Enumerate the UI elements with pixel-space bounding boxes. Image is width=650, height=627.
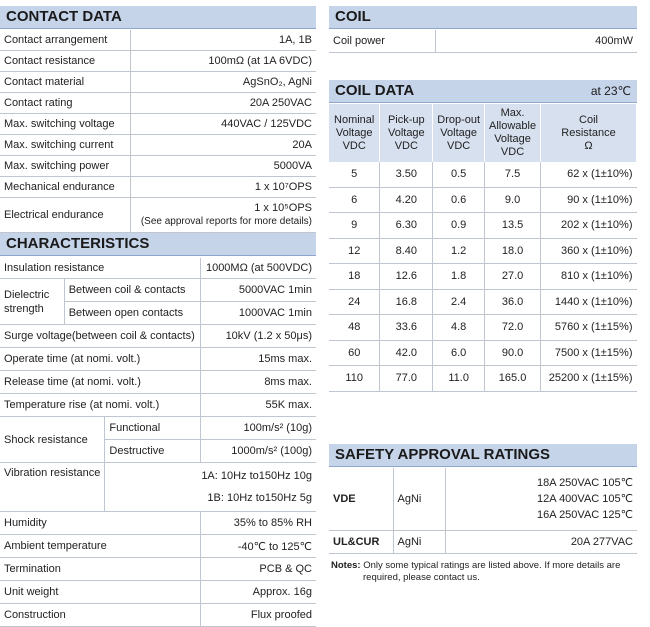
safety-notes: [331, 560, 637, 584]
table-cell: 5: [329, 162, 380, 187]
contact-row-value: 100mΩ (at 1A 6VDC): [131, 51, 317, 72]
insulation-value: 1000MΩ (at 500VDC): [200, 258, 316, 279]
table-cell: 72.0: [485, 315, 541, 341]
ul-material: AgNi: [393, 531, 445, 554]
table-row: [0, 394, 316, 417]
coil-title: COIL: [335, 8, 371, 25]
table-cell: 5760 x (1±15%): [541, 315, 637, 341]
table-row: [0, 417, 316, 440]
contact-row-label: Contact material: [0, 72, 131, 93]
column-header-line: Drop-out: [437, 113, 481, 126]
table-row: [0, 135, 316, 156]
coil-power-label: Coil power: [329, 30, 436, 53]
table-cell: 12.6: [380, 264, 433, 290]
column-header-line: Nominal: [334, 113, 375, 126]
table-row: [0, 258, 316, 279]
table-row: [329, 531, 637, 554]
table-cell: 4.20: [380, 187, 433, 213]
humidity-value: 35% to 85% RH: [200, 512, 316, 535]
contact-row-label: Max. switching voltage: [0, 114, 131, 135]
table-row: [0, 114, 316, 135]
construction-label: Construction: [0, 604, 200, 627]
table-cell: 3.50: [380, 162, 433, 187]
shock-row-label: Destructive: [105, 440, 200, 463]
contact-row-value: 1A, 1B: [131, 30, 317, 51]
table-row: [0, 30, 316, 51]
column-header-line: Resistance: [561, 126, 616, 139]
table-cell: 16.8: [380, 289, 433, 315]
vde-label: VDE: [329, 468, 393, 531]
table-cell: 360 x (1±10%): [541, 238, 637, 264]
safety-header: [329, 444, 637, 467]
characteristics-table: [0, 258, 316, 627]
notes-text: Only some typical ratings are listed above. If more details are: [363, 560, 621, 571]
table-cell: 25200 x (1±15%): [541, 366, 637, 392]
table-row: [329, 468, 637, 531]
contact-row-label: Contact resistance: [0, 51, 131, 72]
vde-material: AgNi: [393, 468, 445, 531]
table-cell: 77.0: [380, 366, 433, 392]
release-label: Release time (at nomi. volt.): [0, 371, 200, 394]
column-header-line: Allowable: [489, 120, 537, 132]
column-header-line: Voltage: [387, 126, 425, 139]
table-row: [0, 279, 316, 302]
coil-header: [329, 6, 637, 29]
table-cell: 165.0: [485, 366, 541, 392]
contact-row-label: Contact rating: [0, 93, 131, 114]
table-cell: 6: [329, 187, 380, 213]
dielectric-row-value: 5000VAC 1min: [200, 279, 316, 302]
contact-row-value: 440VAC / 125VDC: [131, 114, 317, 135]
coil-data-temp: at 23℃: [590, 84, 631, 98]
table-row: [329, 213, 637, 239]
table-cell: 0.5: [433, 162, 485, 187]
table-cell: 4.8: [433, 315, 485, 341]
table-row: [0, 72, 316, 93]
column-header: [541, 104, 637, 162]
table-cell: 12: [329, 238, 380, 264]
ul-rating: 20A 277VAC: [445, 531, 637, 554]
vde-rating: 18A 250VAC 105℃: [537, 477, 633, 489]
column-header-line: Ω: [584, 139, 593, 152]
table-cell: 7500 x (1±15%): [541, 340, 637, 366]
coil-power-value: 400mW: [436, 30, 638, 53]
table-row: [329, 30, 637, 53]
table-cell: 810 x (1±10%): [541, 264, 637, 290]
table-cell: 8.40: [380, 238, 433, 264]
contact-row-label: Contact arrangement: [0, 30, 131, 51]
contact-row-value: 5000VA: [131, 156, 317, 177]
column-header: [433, 104, 485, 162]
contact-row-label: Max. switching power: [0, 156, 131, 177]
table-cell: 36.0: [485, 289, 541, 315]
safety-table: [329, 468, 637, 554]
table-row: [0, 198, 316, 233]
column-header-line: VDC: [394, 139, 418, 152]
table-cell: 202 x (1±10%): [541, 213, 637, 239]
table-cell: 6.30: [380, 213, 433, 239]
table-row: [0, 51, 316, 72]
dielectric-row-value: 1000VAC 1min: [200, 302, 316, 325]
characteristics-header: [0, 233, 316, 256]
column-header-line: Voltage: [494, 133, 531, 145]
shock-row-value: 1000m/s² (100g): [200, 440, 316, 463]
contact-row-value: 1 x 10⁷OPS: [131, 177, 317, 198]
contact-row-value: AgSnO₂, AgNi: [131, 72, 317, 93]
surge-label: Surge voltage(between coil & contacts): [0, 325, 200, 348]
table-row: [0, 558, 316, 581]
insulation-label: Insulation resistance: [0, 258, 200, 279]
table-row: [0, 325, 316, 348]
shock-label: Shock resistance: [0, 417, 105, 463]
table-cell: 27.0: [485, 264, 541, 290]
column-header-line: Max.: [500, 107, 525, 119]
termination-value: PCB & QC: [200, 558, 316, 581]
table-row: [329, 264, 637, 290]
contact-row-label: Max. switching current: [0, 135, 131, 156]
temp-rise-label: Temperature rise (at nomi. volt.): [0, 394, 200, 417]
contact-data-table: [0, 30, 316, 233]
dielectric-label-2: strength: [4, 302, 44, 315]
table-row: [0, 371, 316, 394]
table-cell: 1.8: [433, 264, 485, 290]
column-header-line: Voltage: [440, 126, 477, 139]
column-header-line: VDC: [342, 139, 366, 152]
table-cell: 2.4: [433, 289, 485, 315]
shock-row-value: 100m/s² (10g): [200, 417, 316, 440]
electrical-endurance-label: Electrical endurance: [0, 198, 131, 233]
coil-data-table: [329, 104, 637, 392]
ambient-label: Ambient temperature: [0, 535, 200, 558]
contact-data-header: [0, 6, 316, 29]
column-header: [485, 104, 541, 162]
safety-title: SAFETY APPROVAL RATINGS: [335, 446, 551, 463]
table-cell: 0.9: [433, 213, 485, 239]
surge-value: 10kV (1.2 x 50μs): [200, 325, 316, 348]
table-cell: 33.6: [380, 315, 433, 341]
coil-data-header: [329, 80, 637, 103]
table-row: [329, 289, 637, 315]
vde-rating: 12A 400VAC 105℃: [537, 493, 633, 505]
table-row: [329, 162, 637, 187]
table-row: [329, 187, 637, 213]
table-cell: 9.0: [485, 187, 541, 213]
dielectric-row-label: Between coil & contacts: [64, 279, 200, 302]
column-header-line: VDC: [500, 146, 525, 158]
table-cell: 11.0: [433, 366, 485, 392]
electrical-endurance-ops: 1 x 10⁵OPS: [254, 202, 312, 214]
coil-table: [329, 30, 637, 53]
table-row: [0, 348, 316, 371]
temp-rise-value: 55K max.: [200, 394, 316, 417]
table-cell: 90 x (1±10%): [541, 187, 637, 213]
vibration-value: [105, 463, 316, 512]
vibration-value-1: 1A: 10Hz to150Hz 10g: [201, 470, 312, 482]
table-cell: 18: [329, 264, 380, 290]
column-header: [329, 104, 380, 162]
notes-text: required, please contact us.: [363, 572, 480, 583]
table-cell: 1440 x (1±10%): [541, 289, 637, 315]
table-row: [0, 581, 316, 604]
table-row: [329, 366, 637, 392]
table-cell: 7.5: [485, 162, 541, 187]
coil-data-title: COIL DATA: [335, 82, 415, 99]
electrical-endurance-value: [131, 198, 317, 233]
table-cell: 42.0: [380, 340, 433, 366]
table-cell: 90.0: [485, 340, 541, 366]
ul-label: UL&CUR: [329, 531, 393, 554]
table-row: [0, 93, 316, 114]
table-cell: 1.2: [433, 238, 485, 264]
contact-row-label: Mechanical endurance: [0, 177, 131, 198]
coil-data-head: [329, 104, 637, 162]
contact-row-value: 20A 250VAC: [131, 93, 317, 114]
column-header-line: Coil: [579, 113, 598, 126]
table-row: [0, 512, 316, 535]
contact-data-title: CONTACT DATA: [6, 8, 122, 25]
table-cell: 13.5: [485, 213, 541, 239]
electrical-endurance-note: (See approval reports for more details): [140, 216, 312, 227]
termination-label: Termination: [0, 558, 200, 581]
table-row: [0, 156, 316, 177]
column-header-line: VDC: [447, 139, 471, 152]
table-cell: 6.0: [433, 340, 485, 366]
operate-value: 15ms max.: [200, 348, 316, 371]
table-row: [329, 340, 637, 366]
table-cell: 0.6: [433, 187, 485, 213]
table-row: [0, 535, 316, 558]
dielectric-label: [0, 279, 64, 325]
construction-value: Flux proofed: [200, 604, 316, 627]
dielectric-label-1: Dielectric: [4, 288, 50, 301]
table-row: [0, 463, 316, 512]
column-header-line: Voltage: [335, 126, 373, 139]
vibration-label: Vibration resistance: [0, 463, 105, 512]
ambient-value: -40℃ to 125℃: [200, 535, 316, 558]
column-header-line: Pick-up: [387, 113, 425, 126]
column-header: [380, 104, 433, 162]
contact-row-value: 20A: [131, 135, 317, 156]
table-cell: 60: [329, 340, 380, 366]
table-cell: 24: [329, 289, 380, 315]
operate-label: Operate time (at nomi. volt.): [0, 348, 200, 371]
table-cell: 18.0: [485, 238, 541, 264]
table-cell: 110: [329, 366, 380, 392]
weight-label: Unit weight: [0, 581, 200, 604]
table-cell: 62 x (1±10%): [541, 162, 637, 187]
table-row: [329, 315, 637, 341]
vde-rating: 16A 250VAC 125℃: [537, 509, 633, 521]
vibration-value-2: 1B: 10Hz to150Hz 5g: [207, 492, 312, 504]
shock-row-label: Functional: [105, 417, 200, 440]
dielectric-row-label: Between open contacts: [64, 302, 200, 325]
weight-value: Approx. 16g: [200, 581, 316, 604]
table-row: [0, 604, 316, 627]
table-row: [329, 238, 637, 264]
release-value: 8ms max.: [200, 371, 316, 394]
table-row: [0, 177, 316, 198]
table-cell: 48: [329, 315, 380, 341]
characteristics-title: CHARACTERISTICS: [6, 235, 150, 252]
notes-label: Notes:: [331, 560, 361, 571]
humidity-label: Humidity: [0, 512, 200, 535]
table-cell: 9: [329, 213, 380, 239]
vde-ratings: [445, 468, 637, 531]
